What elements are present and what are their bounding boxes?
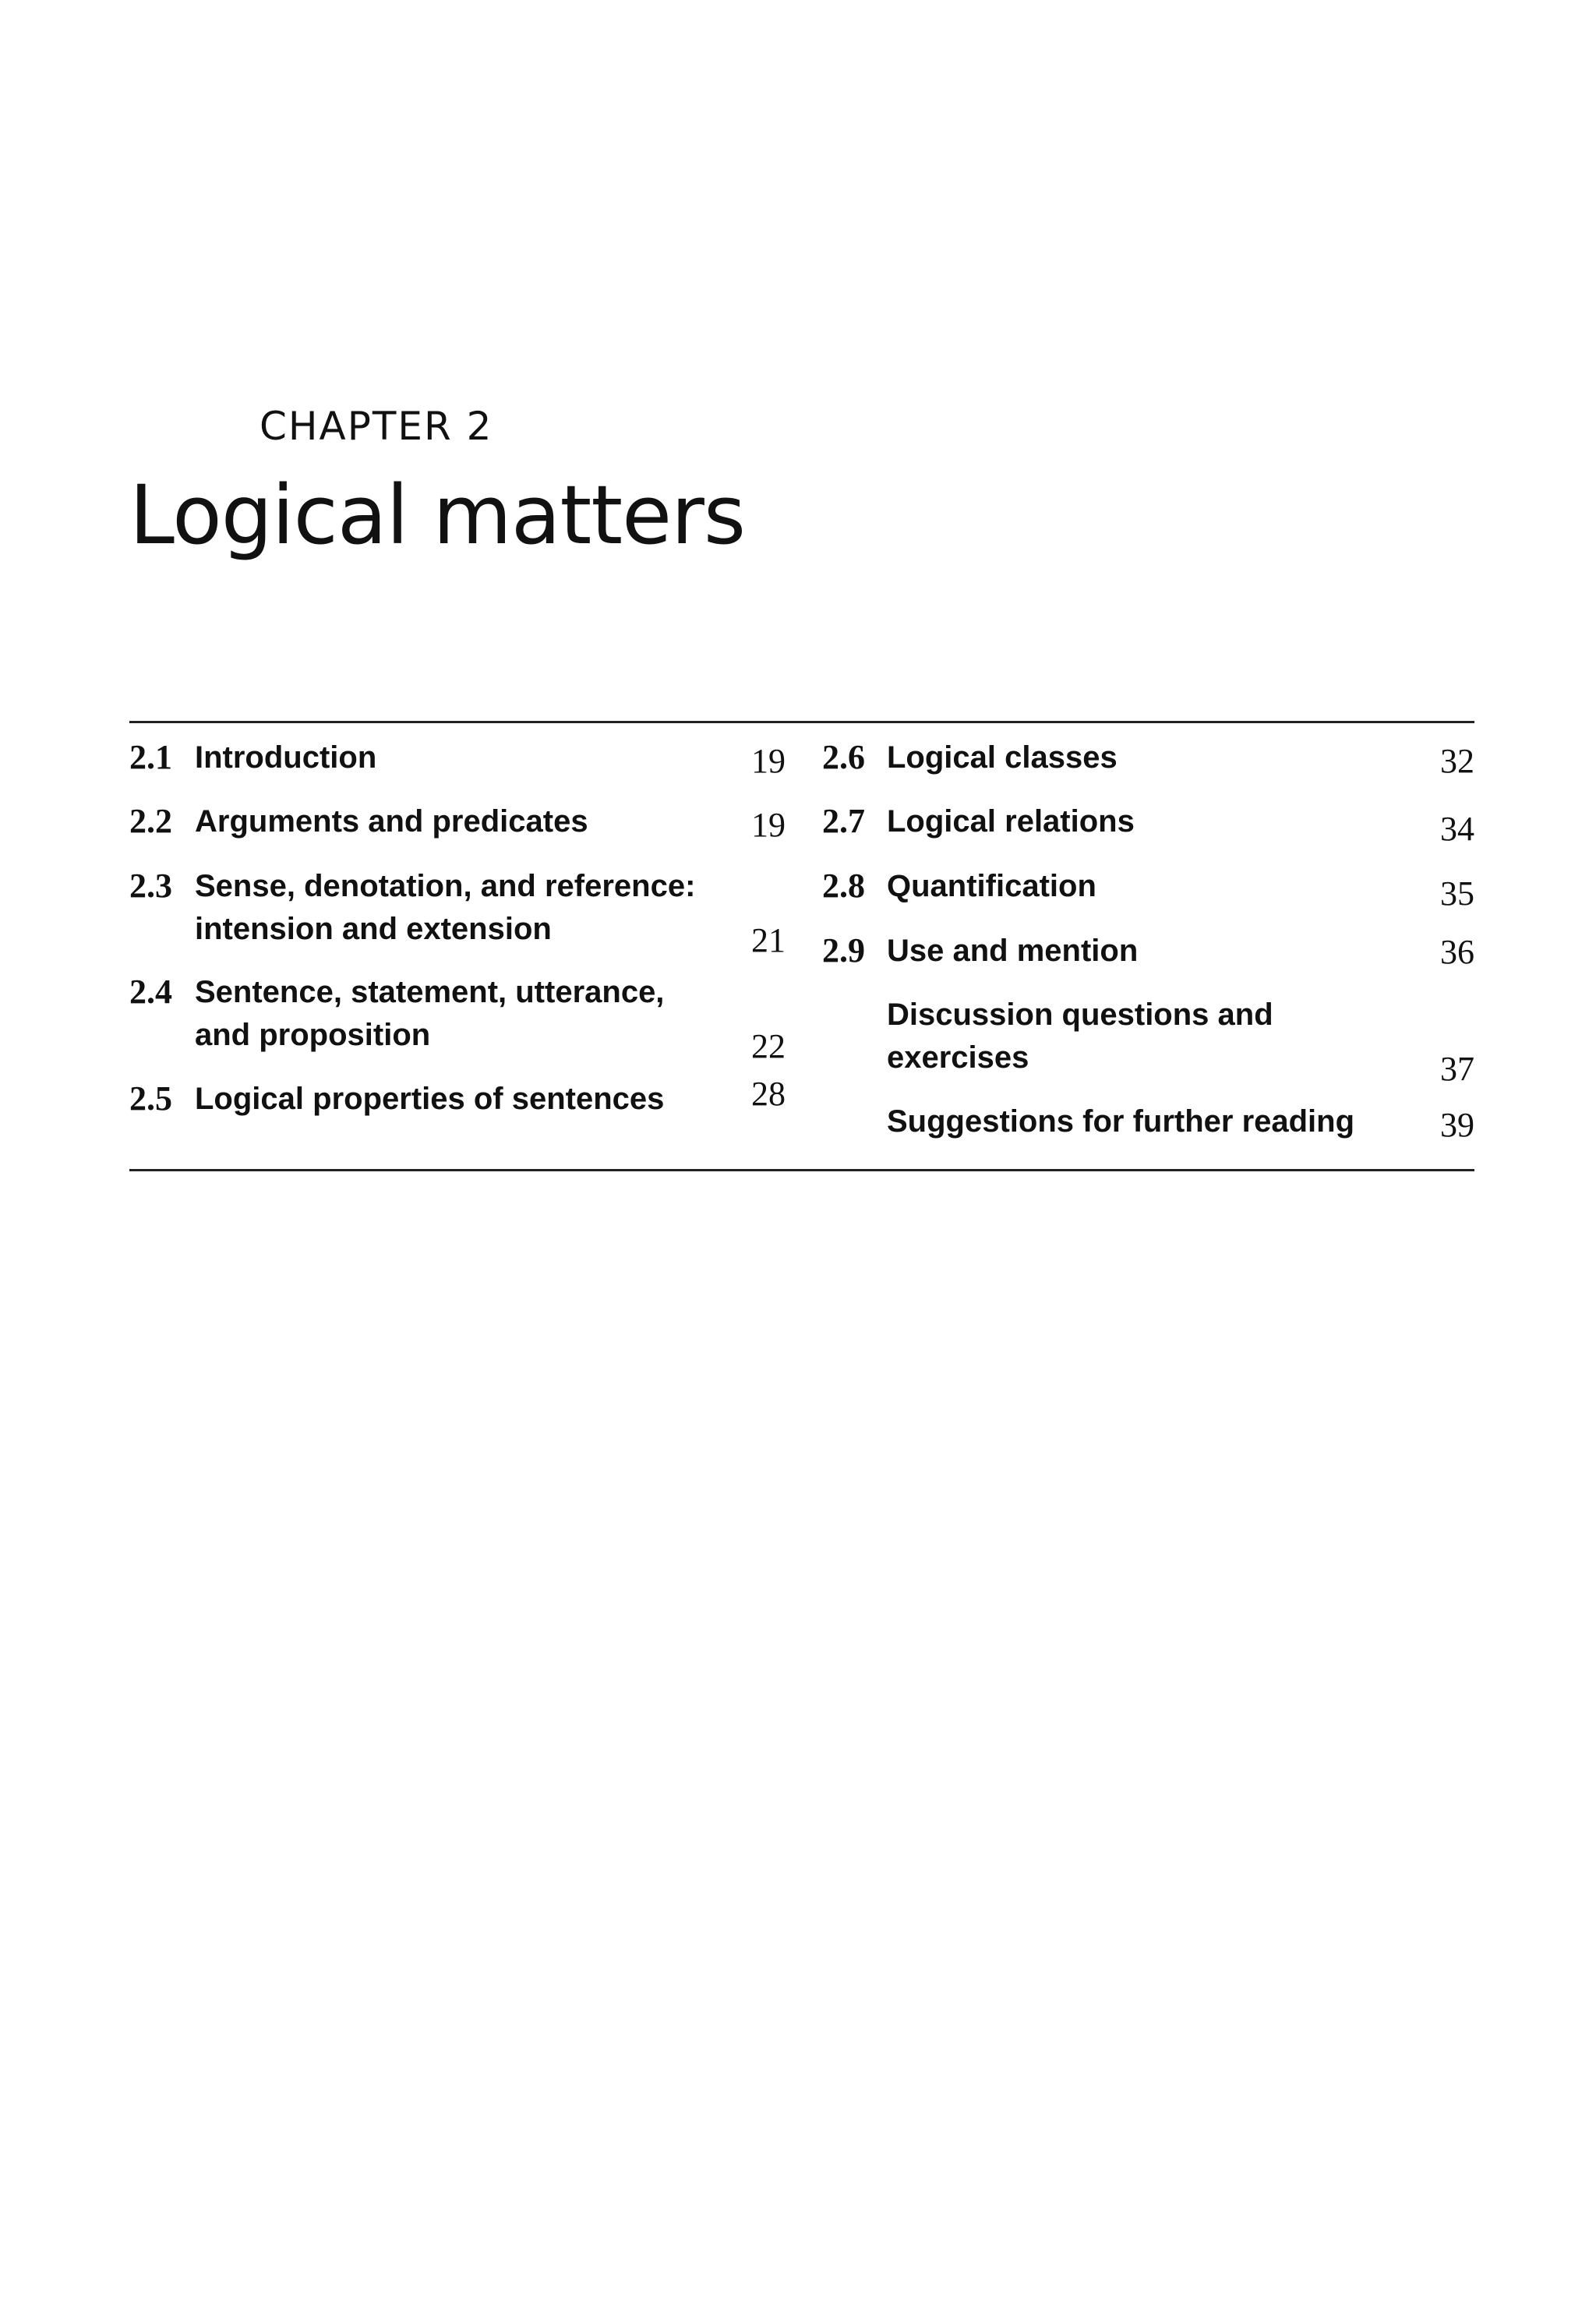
toc-entry-title-line-1: Sentence, statement, utterance,	[195, 975, 665, 1009]
toc-entry-page: 21	[751, 921, 786, 959]
toc-entry-page: 32	[1440, 742, 1474, 780]
toc-entry-page: 35	[1440, 874, 1474, 913]
toc-entry-title: Quantification	[887, 869, 1096, 903]
toc-entry-number: 2.2	[129, 802, 172, 840]
toc-entry-page: 22	[751, 1027, 786, 1065]
toc-entry-page: 34	[1440, 810, 1474, 848]
toc-entry-title: Use and mention	[887, 934, 1139, 968]
toc-entry-number: 2.8	[822, 867, 865, 905]
toc-entry-title-line-2: and proposition	[195, 1018, 431, 1052]
toc-entry-page: 28	[751, 1075, 786, 1113]
toc-entry-title: Arguments and predicates	[195, 804, 588, 839]
toc-entry-title: Logical relations	[887, 804, 1135, 839]
toc-entry-page: 19	[751, 742, 786, 780]
toc-entry-number: 2.6	[822, 738, 865, 776]
toc-entry-number: 2.5	[129, 1079, 172, 1118]
toc-entry-title-line-1: Sense, denotation, and reference:	[195, 869, 696, 903]
bottom-rule	[129, 1169, 1474, 1171]
chapter-title: Logical matters	[129, 468, 746, 563]
chapter-label: CHAPTER 2	[260, 404, 493, 449]
toc-entry-page: 37	[1440, 1050, 1474, 1088]
toc-entry-number: 2.3	[129, 867, 172, 905]
toc-entry-page: 19	[751, 806, 786, 844]
toc-entry-title: Logical classes	[887, 740, 1118, 775]
toc-entry-title: Introduction	[195, 740, 377, 775]
toc-entry-number: 2.1	[129, 738, 172, 776]
toc-entry-page: 39	[1440, 1106, 1474, 1144]
toc-entry-title: Suggestions for further reading	[887, 1104, 1355, 1139]
top-rule	[129, 721, 1474, 723]
toc-entry-page: 36	[1440, 933, 1474, 971]
toc-entry-title-line-1: Discussion questions and	[887, 998, 1273, 1032]
toc-entry-title-line-2: intension and extension	[195, 912, 552, 946]
toc-entry-title: Logical properties of sentences	[195, 1082, 665, 1116]
toc-entry-number: 2.7	[822, 802, 865, 840]
toc-entry-title-line-2: exercises	[887, 1040, 1029, 1075]
toc-entry-number: 2.9	[822, 931, 865, 969]
toc-entry-number: 2.4	[129, 973, 172, 1011]
